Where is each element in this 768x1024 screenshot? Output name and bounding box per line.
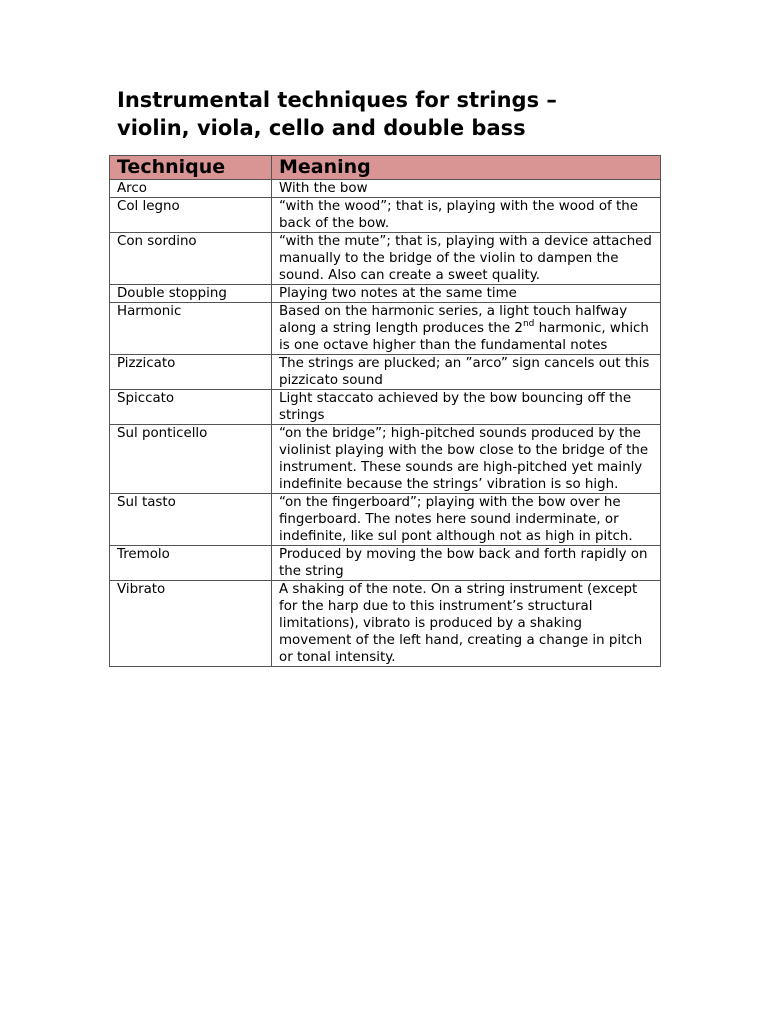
- document-title: [117, 86, 677, 142]
- meaning-cell: With the bow: [272, 180, 661, 198]
- meaning-text: Based on the harmonic series, a light touch halfway along a string length produces the 2: [279, 304, 628, 336]
- technique-cell: Arco: [110, 180, 272, 198]
- meaning-cell: “with the mute”; that is, playing with a device attached manually to the bridge of the violin to dampen the sound. Also can create a sweet quality.: [272, 233, 661, 285]
- technique-cell: Tremolo: [110, 546, 272, 581]
- meaning-text: harmonic, which is one octave higher than the fundamental notes: [279, 321, 649, 353]
- table-row: [110, 546, 661, 581]
- ordinal-superscript: nd: [522, 319, 535, 329]
- meaning-cell: “on the fingerboard”; playing with the bow over he fingerboard. The notes here sound inderminate, or indefinite, like sul pont although not as high in pitch.: [272, 494, 661, 546]
- table-row: [110, 198, 661, 233]
- technique-cell: Con sordino: [110, 233, 272, 285]
- table-row: [110, 581, 661, 667]
- techniques-table: [109, 155, 661, 667]
- meaning-cell: “with the wood”; that is, playing with the wood of the back of the bow.: [272, 198, 661, 233]
- title-line-2: violin, viola, cello and double bass: [117, 116, 526, 140]
- meaning-cell: Playing two notes at the same time: [272, 285, 661, 303]
- meaning-cell: Produced by moving the bow back and forth rapidly on the string: [272, 546, 661, 581]
- technique-cell: Harmonic: [110, 303, 272, 355]
- table-row: [110, 494, 661, 546]
- table-row: [110, 355, 661, 390]
- table-row: [110, 390, 661, 425]
- technique-cell: Double stopping: [110, 285, 272, 303]
- table-row: [110, 303, 661, 355]
- technique-cell: Sul ponticello: [110, 425, 272, 494]
- technique-cell: Sul tasto: [110, 494, 272, 546]
- meaning-cell: A shaking of the note. On a string instrument (except for the harp due to this instrument’s structural limitations), vibrato is produced by a shaking movement of the left hand, creating a change in pitch or tonal intensity.: [272, 581, 661, 667]
- header-meaning: Meaning: [272, 156, 661, 180]
- technique-cell: Spiccato: [110, 390, 272, 425]
- technique-cell: Pizzicato: [110, 355, 272, 390]
- table-row: [110, 285, 661, 303]
- header-technique: Technique: [110, 156, 272, 180]
- table-row: [110, 180, 661, 198]
- table-row: [110, 425, 661, 494]
- meaning-cell: Light staccato achieved by the bow bouncing off the strings: [272, 390, 661, 425]
- meaning-cell: [272, 303, 661, 355]
- meaning-cell: “on the bridge”; high-pitched sounds produced by the violinist playing with the bow close to the bridge of the instrument. These sounds are high-pitched yet mainly indefinite because the strings’ vibration is so high.: [272, 425, 661, 494]
- table-row: [110, 233, 661, 285]
- technique-cell: Col legno: [110, 198, 272, 233]
- table-header-row: [110, 156, 661, 180]
- meaning-cell: The strings are plucked; an ”arco” sign cancels out this pizzicato sound: [272, 355, 661, 390]
- title-line-1: Instrumental techniques for strings –: [117, 88, 557, 112]
- technique-cell: Vibrato: [110, 581, 272, 667]
